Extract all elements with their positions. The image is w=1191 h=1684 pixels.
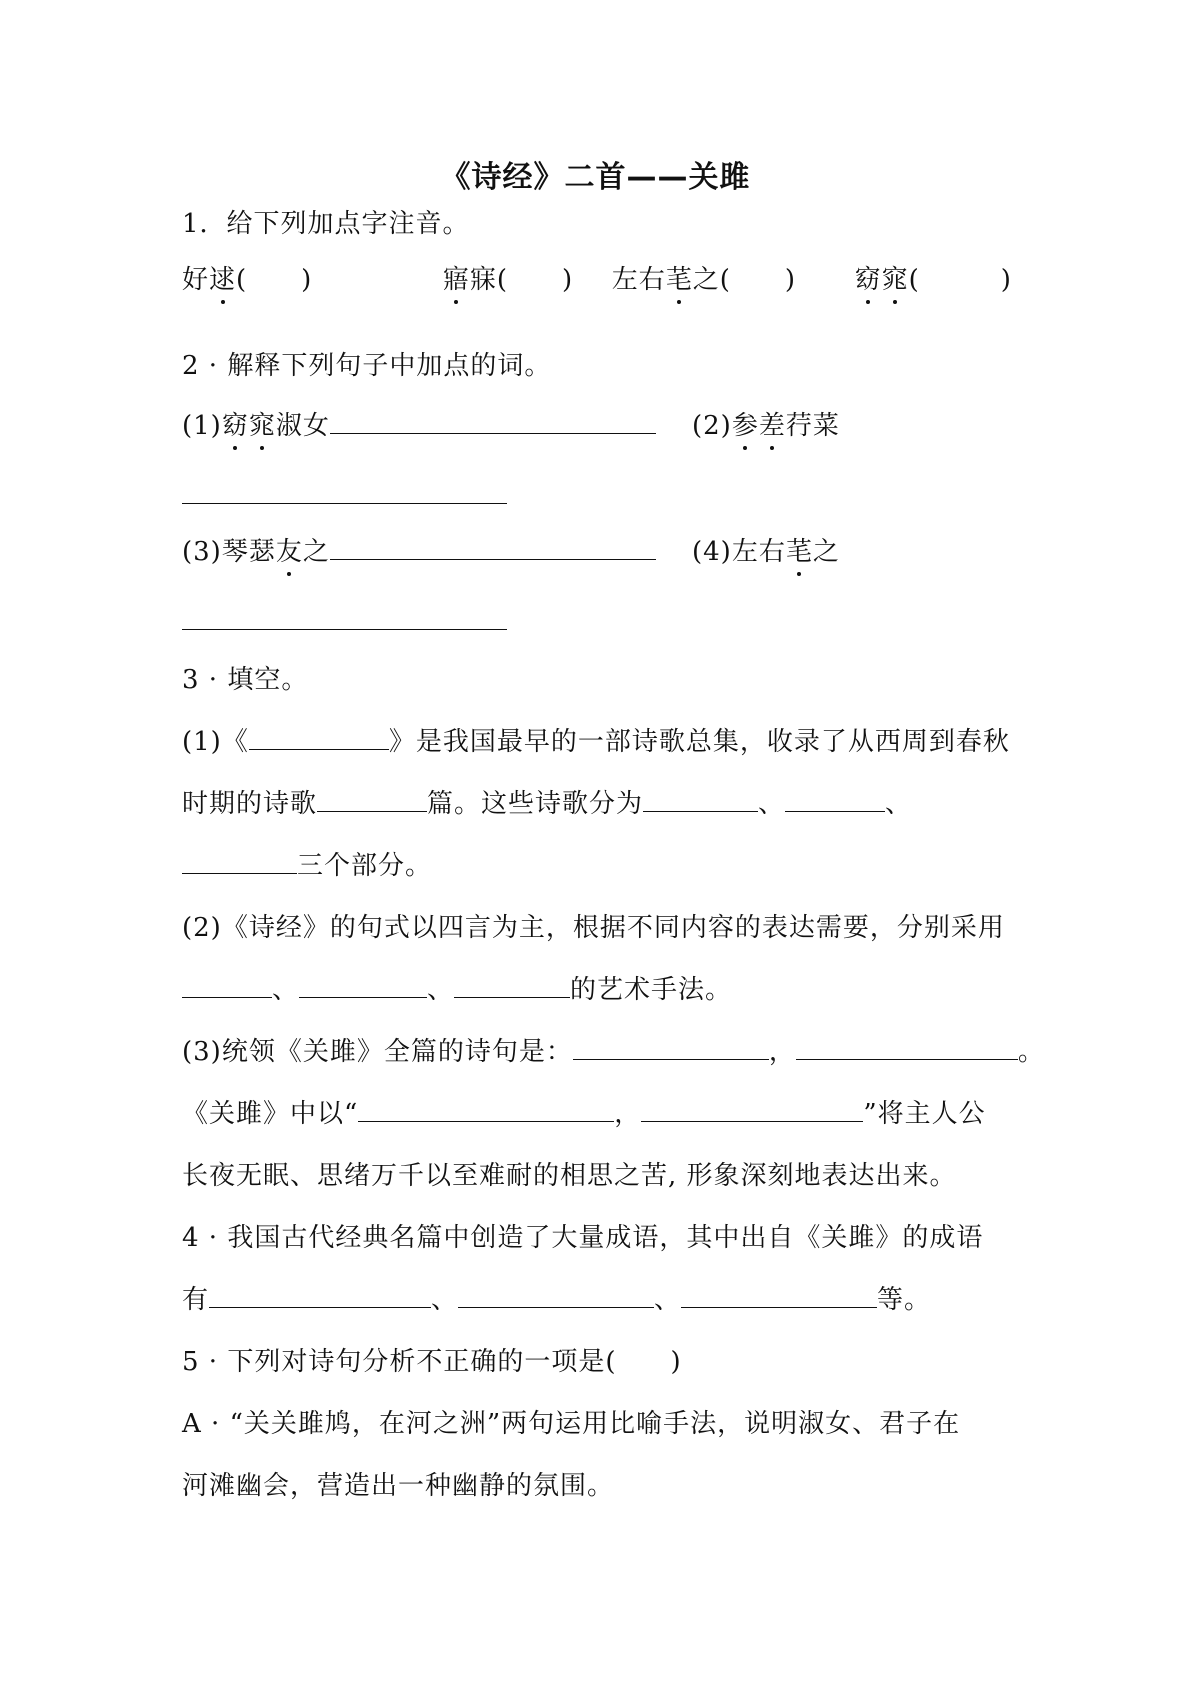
q1-item3-paren: ( ) <box>719 265 797 295</box>
q2-item3-text: 琴瑟 <box>221 537 276 567</box>
q4-text-end: 等。 <box>877 1285 932 1315</box>
q3-part1-line3 <box>182 848 432 884</box>
q1-item3-dotted: 芼 <box>666 262 693 298</box>
q3-p2-text: 的艺术手法。 <box>570 975 733 1005</box>
answer-blank[interactable] <box>458 1283 654 1308</box>
q2-item1-dotted-2: 窕 <box>249 408 276 444</box>
q2-item3 <box>182 534 656 570</box>
q3-part3-line3: 长夜无眠、思绪万千以至难耐的相思之苦, 形象深刻地表达出来。 <box>182 1161 957 1191</box>
q3-p3-text-2: 《关雎》中以“ <box>182 1099 359 1129</box>
q3-p3-text: (3)统领《关雎》全篇的诗句是： <box>182 1037 573 1067</box>
answer-rule[interactable] <box>182 629 507 630</box>
answer-blank[interactable] <box>796 1035 1018 1060</box>
q1-item1-text: 好 <box>182 265 210 295</box>
q3-part3-line1 <box>182 1034 1045 1070</box>
q3-p1-text-3: 时期的诗歌 <box>182 789 318 819</box>
q1-prompt: 1．给下列加点字注音。 <box>182 209 470 239</box>
q2-item4 <box>692 534 840 570</box>
q1-items <box>182 262 1012 298</box>
q2-prompt: 2 · 解释下列句子中加点的词。 <box>182 351 552 381</box>
q3-p1-text: (1)《 <box>182 727 249 757</box>
q2-item2-dotted-2: 差 <box>759 408 786 444</box>
q4-line2 <box>182 1282 931 1318</box>
q1-item3-text: 左右 <box>611 265 666 295</box>
separator: 、 <box>885 789 913 819</box>
answer-blank[interactable] <box>299 973 427 998</box>
q2-item4-text: 左右 <box>731 537 786 567</box>
q5-option-a-line2: 河滩幽会，营造出一种幽静的氛围。 <box>182 1471 615 1501</box>
separator: 、 <box>758 789 786 819</box>
q2-item4-text-post: 之 <box>812 537 840 567</box>
q1-item2-text: 寐 <box>469 265 497 295</box>
q5-prompt: 5 · 下列对诗句分析不正确的一项是( ) <box>182 1347 682 1377</box>
q1-item1-paren: ( ) <box>236 265 313 295</box>
q2-item1-dotted-1: 窈 <box>222 408 249 444</box>
q2-item3-text-post: 之 <box>302 537 330 567</box>
q3-p1-text-5: 三个部分。 <box>297 851 433 881</box>
q1-item2-paren: ( ) <box>496 265 574 295</box>
answer-blank[interactable] <box>330 535 656 560</box>
q2-item3-dotted: 友 <box>276 534 303 570</box>
q4-line1: 4 · 我国古代经典名篇中创造了大量成语，其中出自《关雎》的成语 <box>182 1223 984 1253</box>
answer-blank[interactable] <box>643 787 758 812</box>
separator: ， <box>768 1037 796 1067</box>
q3-part1-line2 <box>182 786 912 822</box>
answer-rule[interactable] <box>182 503 507 504</box>
q1-item1-dotted: 逑 <box>209 262 236 298</box>
separator: 。 <box>1017 1037 1045 1067</box>
answer-blank[interactable] <box>641 1097 863 1122</box>
q1-item4-paren: ( ) <box>908 265 1012 295</box>
q4-text: 有 <box>182 1285 210 1315</box>
q5-option-a-line1: A · “关关雎鸠，在河之洲”两句运用比喻手法，说明淑女、君子在 <box>182 1409 961 1439</box>
q2-item2 <box>692 408 840 444</box>
q2-item2-dotted-1: 参 <box>732 408 759 444</box>
separator: 、 <box>427 975 455 1005</box>
answer-blank[interactable] <box>330 409 656 434</box>
q3-part2-line2 <box>182 972 732 1008</box>
q3-p1-text-2: 》是我国最早的一部诗歌总集，收录了从西周到春秋 <box>388 727 1010 757</box>
answer-blank[interactable] <box>573 1035 769 1060</box>
q2-item1 <box>182 408 656 444</box>
q2-item4-num: (4) <box>692 537 732 567</box>
separator: 、 <box>272 975 300 1005</box>
page-title: 《诗经》二首——关雎 <box>440 160 751 195</box>
answer-blank[interactable] <box>182 849 297 874</box>
q1-item4-dotted-2: 窕 <box>882 262 909 298</box>
q3-part3-line2 <box>182 1096 986 1132</box>
answer-blank[interactable] <box>249 725 389 750</box>
q3-part2-line1: (2)《诗经》的句式以四言为主，根据不同内容的表达需要，分别采用 <box>182 913 1005 943</box>
separator: 、 <box>431 1285 459 1315</box>
q3-part1-line1 <box>182 724 1010 760</box>
q1-item3-text-post: 之 <box>692 265 720 295</box>
q2-item1-num: (1) <box>182 411 222 441</box>
answer-blank[interactable] <box>317 787 427 812</box>
answer-blank[interactable] <box>358 1097 614 1122</box>
q3-prompt: 3 · 填空。 <box>182 665 309 695</box>
q2-item2-text: 荇菜 <box>785 411 840 441</box>
answer-blank[interactable] <box>454 973 570 998</box>
q2-item2-num: (2) <box>692 411 732 441</box>
q3-p3-text-3: ”将主人公 <box>863 1099 986 1129</box>
separator: 、 <box>654 1285 682 1315</box>
q2-item3-num: (3) <box>182 537 222 567</box>
separator: ， <box>614 1099 642 1129</box>
q3-p1-text-4: 篇。这些诗歌分为 <box>427 789 644 819</box>
answer-blank[interactable] <box>681 1283 877 1308</box>
q2-item1-text: 淑女 <box>275 411 330 441</box>
q2-item4-dotted: 芼 <box>786 534 813 570</box>
q1-item2-dotted: 寤 <box>443 262 470 298</box>
answer-blank[interactable] <box>785 787 885 812</box>
answer-blank[interactable] <box>182 973 272 998</box>
answer-blank[interactable] <box>209 1283 431 1308</box>
q1-item4-dotted-1: 窈 <box>855 262 882 298</box>
